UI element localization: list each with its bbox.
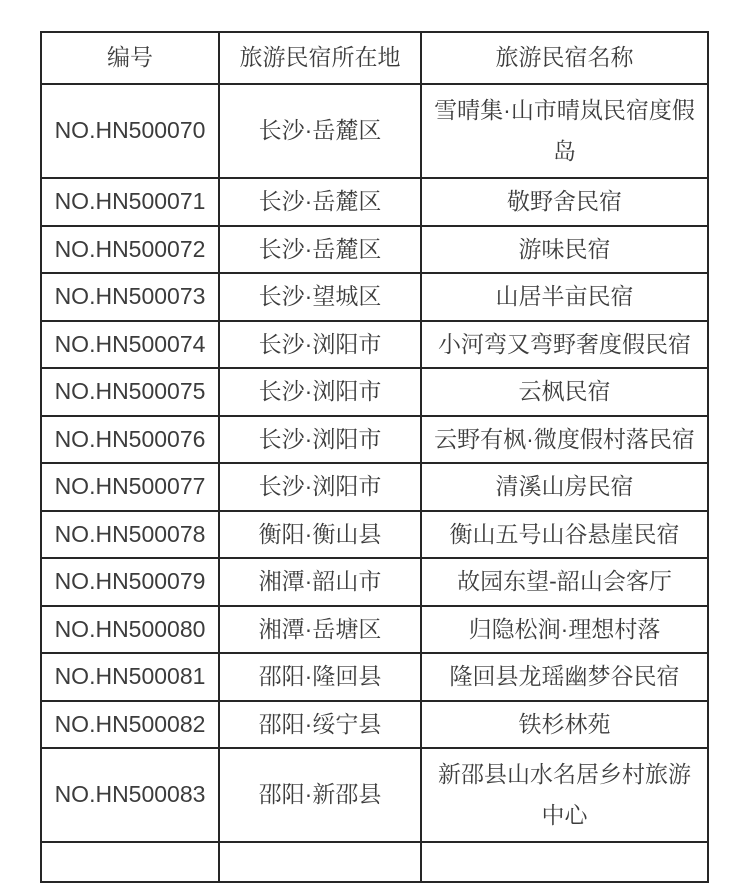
table-row-partial (41, 842, 708, 882)
cell-name: 隆回县龙瑶幽梦谷民宿 (421, 653, 708, 701)
cell-location: 衡阳·衡山县 (219, 511, 421, 559)
table-row (41, 463, 708, 511)
table-row (41, 84, 708, 178)
cell-name: 云枫民宿 (421, 368, 708, 416)
cell-id: NO.HN500072 (41, 226, 219, 274)
cell-name: 游味民宿 (421, 226, 708, 274)
cell-id: NO.HN500070 (41, 84, 219, 178)
cell-id: NO.HN500071 (41, 178, 219, 226)
table-row (41, 653, 708, 701)
cell-id: NO.HN500078 (41, 511, 219, 559)
cell-location: 长沙·岳麓区 (219, 226, 421, 274)
cell-name: 山居半亩民宿 (421, 273, 708, 321)
cell-location: 长沙·浏阳市 (219, 416, 421, 464)
cell-id: NO.HN500074 (41, 321, 219, 369)
cell-id: NO.HN500076 (41, 416, 219, 464)
table-row (41, 416, 708, 464)
cell-name: 云野有枫·微度假村落民宿 (421, 416, 708, 464)
table-row (41, 273, 708, 321)
cell-location: 湘潭·岳塘区 (219, 606, 421, 654)
table-row (41, 321, 708, 369)
cell-id: NO.HN500080 (41, 606, 219, 654)
table-header-row (41, 32, 708, 84)
cell-location: 湘潭·韶山市 (219, 558, 421, 606)
cell-name: 故园东望-韶山会客厅 (421, 558, 708, 606)
cell-location: 邵阳·新邵县 (219, 748, 421, 842)
table-row (41, 606, 708, 654)
table-row (41, 368, 708, 416)
cell-name: 清溪山房民宿 (421, 463, 708, 511)
cell-id: NO.HN500077 (41, 463, 219, 511)
table-row (41, 178, 708, 226)
cell-name: 敬野舍民宿 (421, 178, 708, 226)
cell-name: 小河弯又弯野奢度假民宿 (421, 321, 708, 369)
table-row (41, 748, 708, 842)
cell-name: 归隐松涧·理想村落 (421, 606, 708, 654)
header-cell-id: 编号 (41, 32, 219, 84)
cell-location: 邵阳·隆回县 (219, 653, 421, 701)
homestay-table (40, 31, 709, 883)
cell-name: 衡山五号山谷悬崖民宿 (421, 511, 708, 559)
cell-id: NO.HN500075 (41, 368, 219, 416)
cell-location: 长沙·浏阳市 (219, 321, 421, 369)
cell-location (219, 842, 421, 882)
cell-location: 长沙·浏阳市 (219, 463, 421, 511)
cell-id: NO.HN500079 (41, 558, 219, 606)
header-cell-name: 旅游民宿名称 (421, 32, 708, 84)
cell-location: 长沙·岳麓区 (219, 84, 421, 178)
cell-name: 新邵县山水名居乡村旅游中心 (421, 748, 708, 842)
cell-id: NO.HN500081 (41, 653, 219, 701)
table-row (41, 226, 708, 274)
header-cell-location: 旅游民宿所在地 (219, 32, 421, 84)
table-row (41, 558, 708, 606)
cell-name: 铁杉林苑 (421, 701, 708, 749)
cell-location: 长沙·岳麓区 (219, 178, 421, 226)
cell-name (421, 842, 708, 882)
cell-id (41, 842, 219, 882)
cell-id: NO.HN500083 (41, 748, 219, 842)
cell-location: 长沙·望城区 (219, 273, 421, 321)
cell-location: 邵阳·绥宁县 (219, 701, 421, 749)
table-row (41, 511, 708, 559)
table-row (41, 701, 708, 749)
cell-id: NO.HN500073 (41, 273, 219, 321)
cell-name: 雪晴集·山市晴岚民宿度假岛 (421, 84, 708, 178)
cell-location: 长沙·浏阳市 (219, 368, 421, 416)
cell-id: NO.HN500082 (41, 701, 219, 749)
